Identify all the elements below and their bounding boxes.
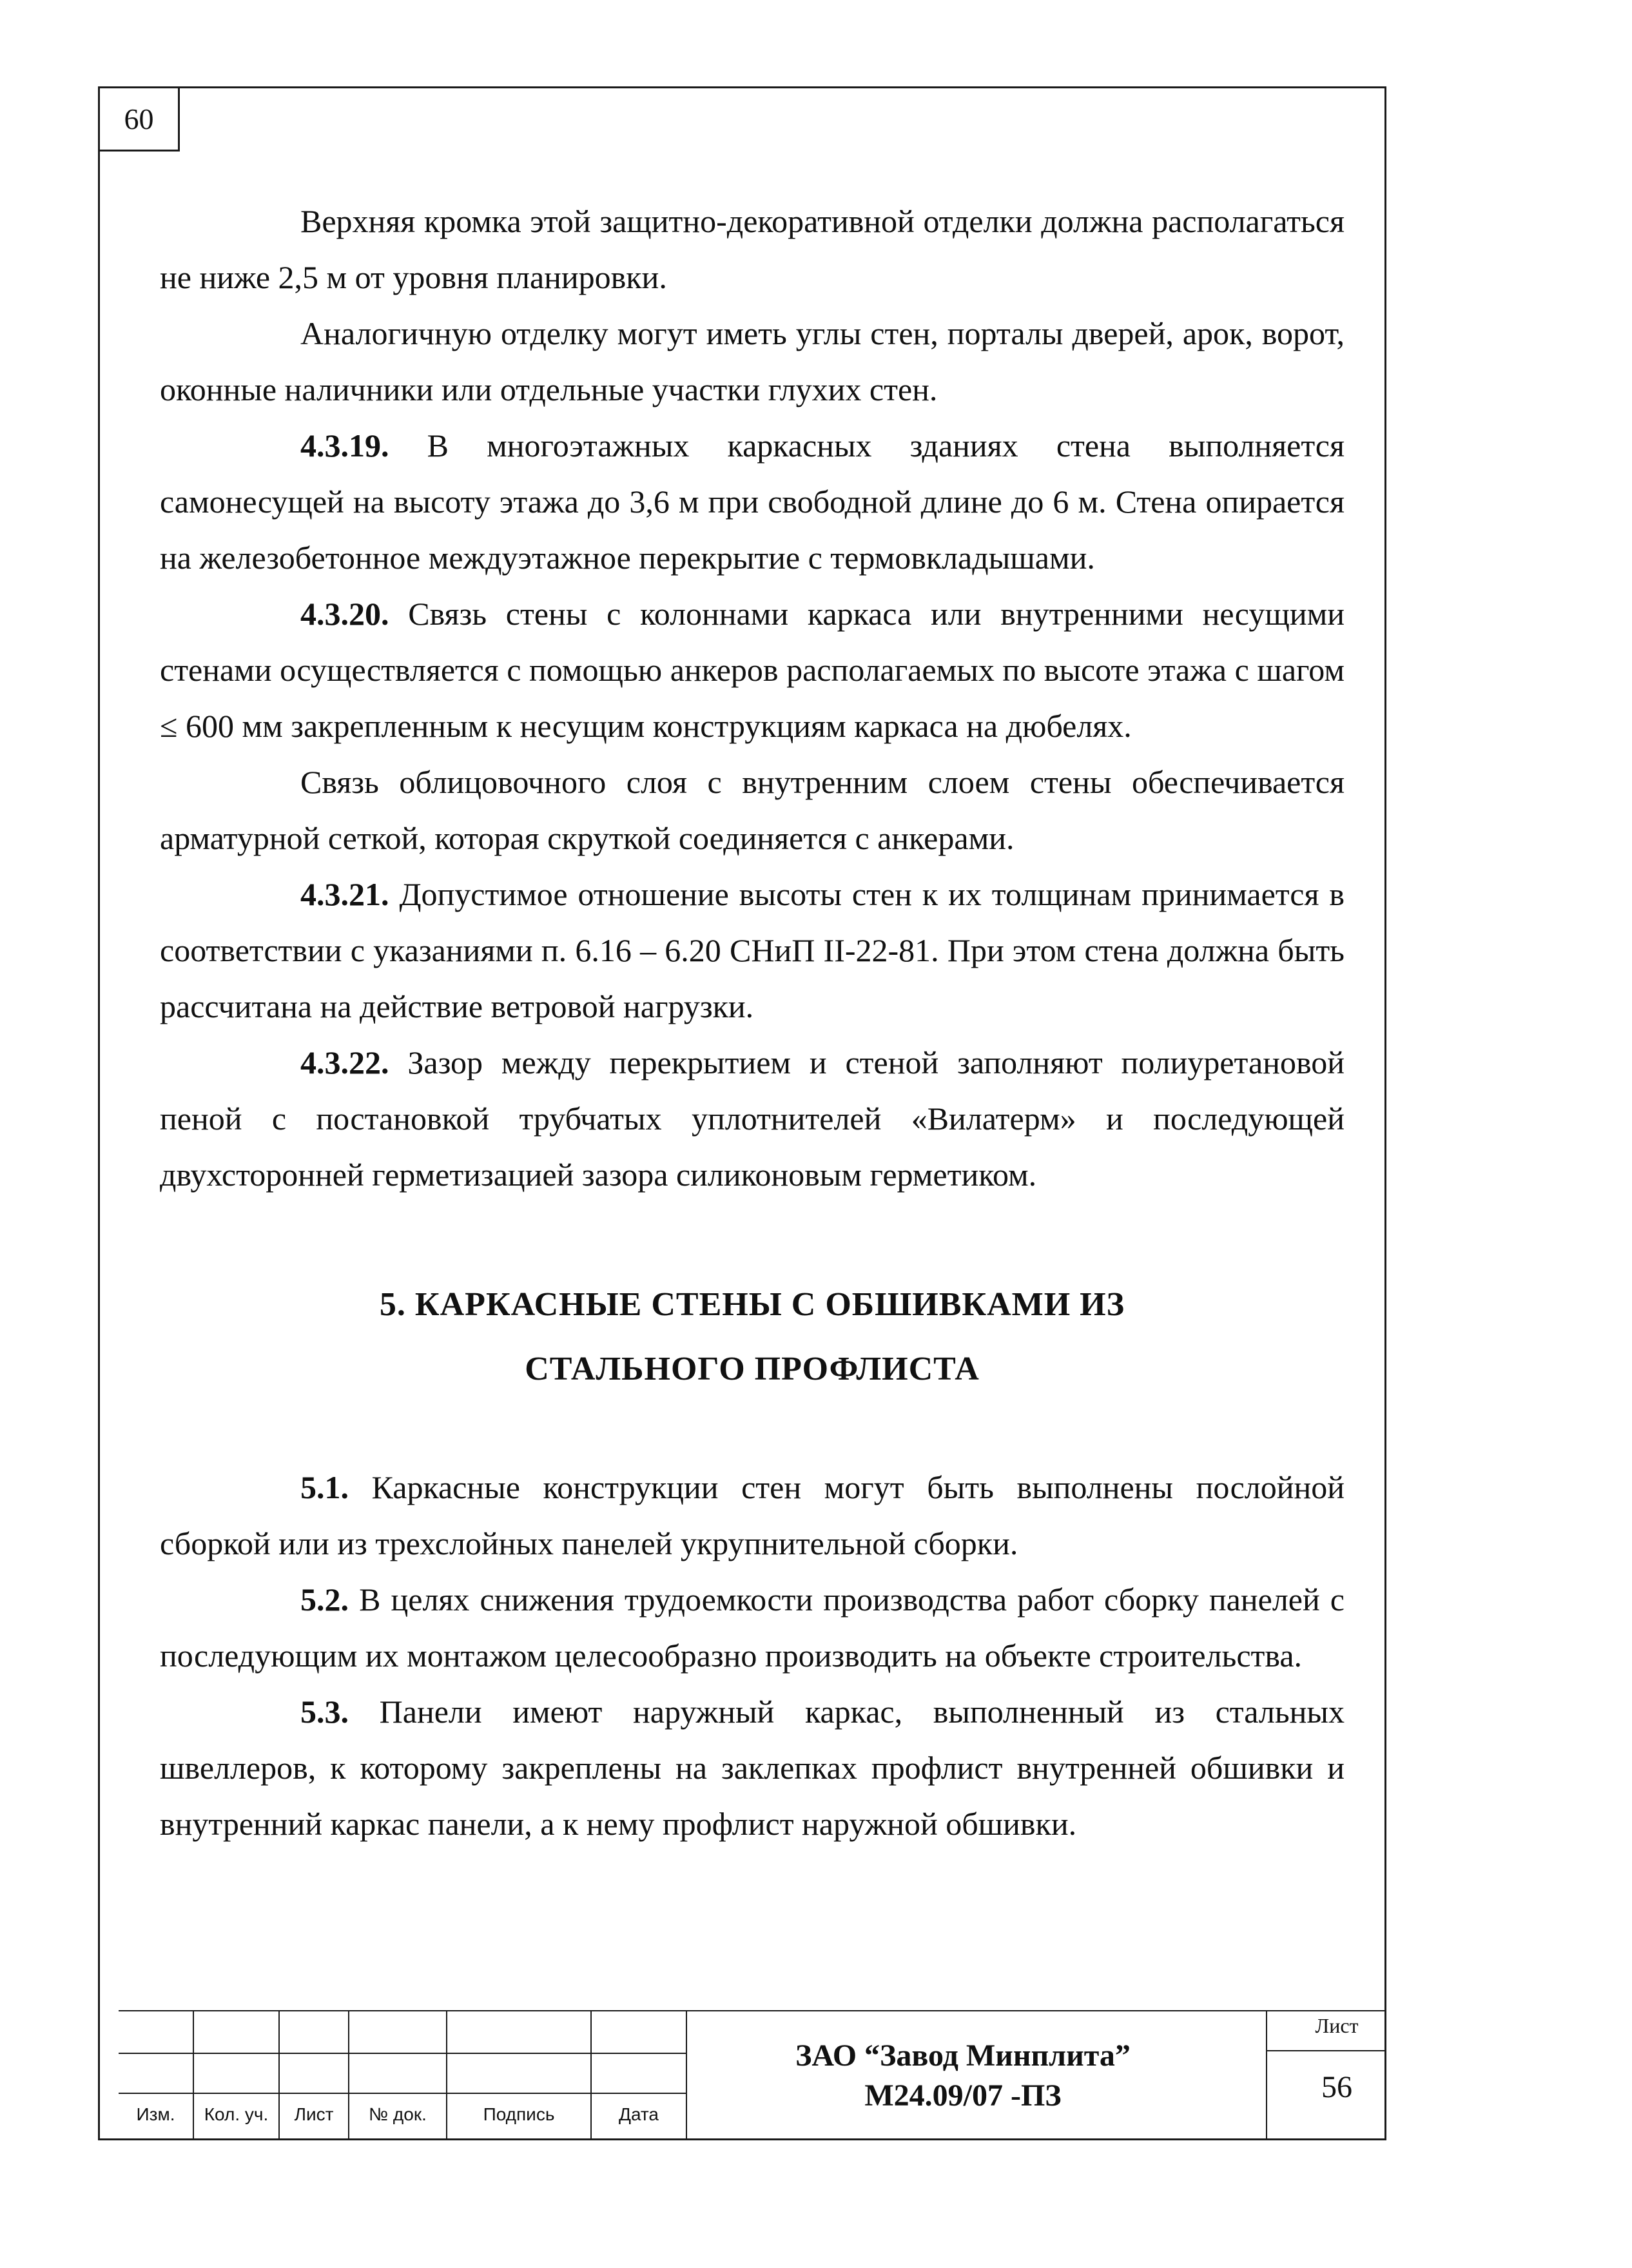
- document-code: М24.09/07 -ПЗ: [864, 2078, 1062, 2113]
- stamp-col-nodok: № док.: [369, 2104, 427, 2124]
- paragraph-5-3: 5.3. Панели имеют наружный каркас, выполненный из стальных швеллеров, к которому закреплены на заклепках профлист внутренней обшивки и внутренний каркас панели, а к нему профлист наружной обшивки.: [160, 1694, 1345, 1842]
- stamp-line: [1266, 2050, 1386, 2051]
- paragraph-4-3-21: 4.3.21. Допустимое отношение высоты стен к их толщинам принимается в соответствии с указаниями п. 6.16 – 6.20 СНиП II-22-81. При этом стена должна быть рассчитана на действие ветровой нагрузки.: [160, 876, 1345, 1024]
- section-5: [160, 1460, 1345, 1852]
- section-heading-line: СТАЛЬНОГО ПРОФЛИСТА: [525, 1351, 980, 1387]
- stamp-col-data: Дата: [618, 2104, 659, 2124]
- stamp-col-podpis: Подпись: [483, 2104, 555, 2124]
- paragraph-5-1: 5.1. Каркасные конструкции стен могут быть выполнены послойной сборкой или из трехслойных панелей укрупнительной сборки.: [160, 1469, 1345, 1561]
- section-heading: [160, 1273, 1345, 1402]
- paragraph: Верхняя кромка этой защитно-декоративной отделки должна располагаться не ниже 2,5 м от уровня планировки.: [160, 203, 1345, 295]
- sheet-number: 56: [1321, 2070, 1352, 2104]
- paragraph-4-3-20: 4.3.20. Связь стены с колоннами каркаса или внутренними несущими стенами осуществляется с помощью анкеров располагаемых по высоте этажа с шагом ≤ 600 мм закрепленным к несущим конструкциям каркаса на дюбелях.: [160, 596, 1345, 744]
- page-number: 60: [98, 86, 180, 152]
- stamp-title: [686, 2036, 1240, 2116]
- stamp-col-list: Лист: [294, 2104, 334, 2124]
- stamp-line: [119, 2093, 686, 2094]
- section-heading-line: 5. КАРКАСНЫЕ СТЕНЫ С ОБШИВКАМИ ИЗ: [379, 1286, 1125, 1323]
- company-name: ЗАО “Завод Минплита”: [795, 2038, 1131, 2073]
- paragraph-5-2: 5.2. В целях снижения трудоемкости производства работ сборку панелей с последующим их монтажом целесообразно производить на объекте строительства.: [160, 1581, 1345, 1674]
- paragraph: Аналогичную отделку могут иметь углы стен, порталы дверей, арок, ворот, оконные наличники или отдельные участки глухих стен.: [160, 315, 1345, 407]
- stamp-col-kol: Кол. уч.: [204, 2104, 269, 2124]
- stamp-line: [119, 2053, 686, 2054]
- title-block: [119, 2010, 1386, 2140]
- stamp-line: [119, 2010, 1386, 2011]
- paragraph: Связь облицовочного слоя с внутренним слоем стены обеспечивается арматурной сеткой, которая скруткой соединяется с анкерами.: [160, 764, 1345, 856]
- stamp-line: [1266, 2010, 1267, 2140]
- sheet-label: Лист: [1315, 2014, 1359, 2037]
- paragraph-4-3-19: 4.3.19. В многоэтажных каркасных зданиях стена выполняется самонесущей на высоту этажа до 3,6 м при свободной длине до 6 м. Стена опирается на железобетонное междуэтажное перекрытие с термовкладышами.: [160, 427, 1345, 576]
- paragraph-4-3-22: 4.3.22. Зазор между перекрытием и стеной заполняют полиуретановой пеной с постановкой трубчатых уплотнителей «Вилатерм» и последующей двухсторонней герметизацией зазора силиконовым герметиком.: [160, 1044, 1345, 1193]
- document-body: [160, 193, 1345, 1852]
- stamp-col-izm: Изм.: [136, 2104, 175, 2124]
